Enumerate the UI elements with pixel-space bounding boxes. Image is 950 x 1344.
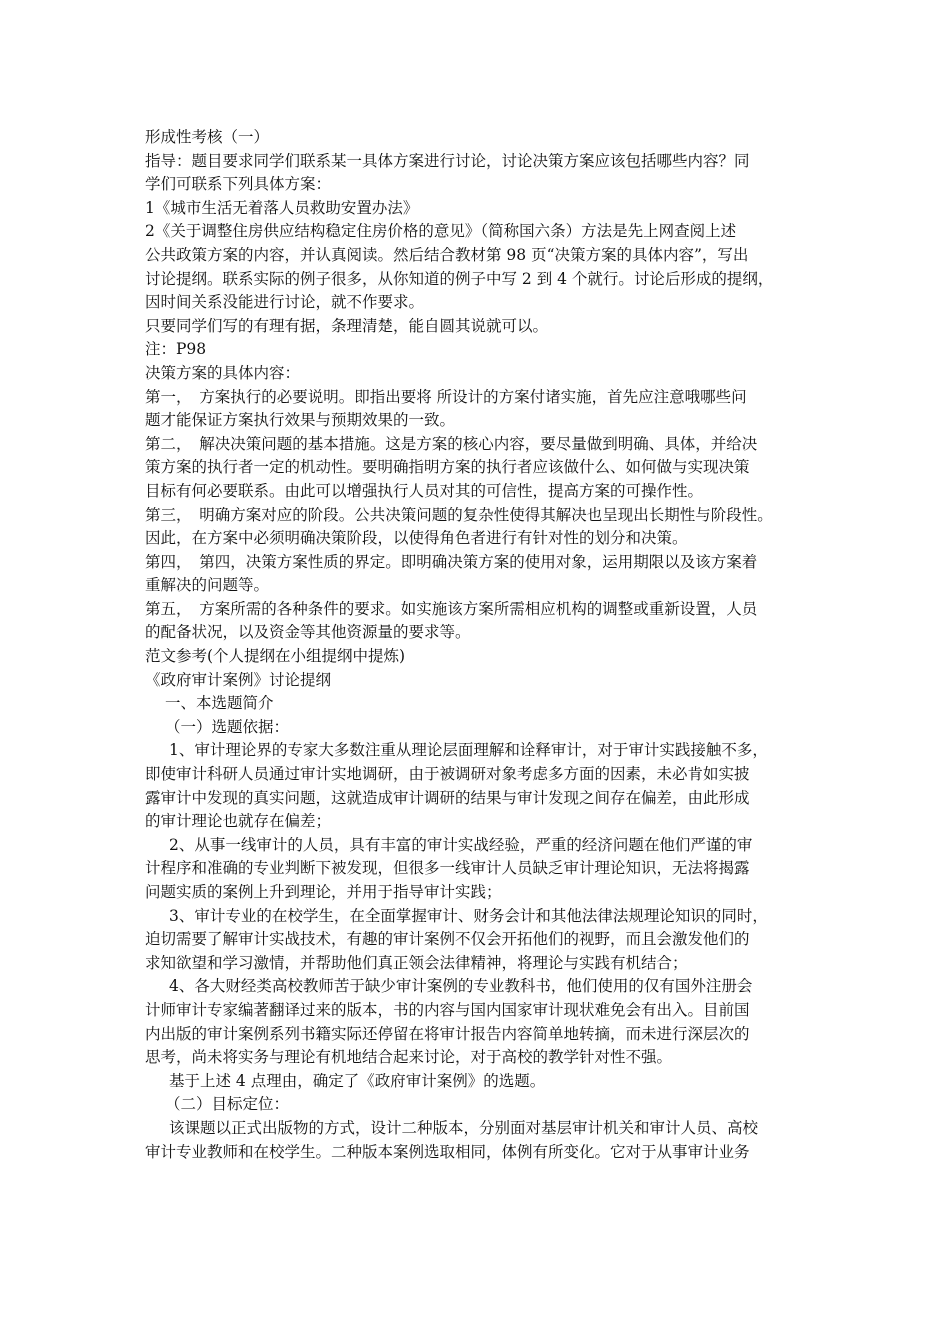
text-line: 问题实质的案例上升到理论，并用于指导审计实践； bbox=[145, 883, 502, 901]
document-page bbox=[145, 126, 817, 1164]
text-line: 第三， 明确方案对应的阶段。公共决策问题的复杂性使得其解决也呈现出长期性与阶段性。 bbox=[145, 505, 773, 524]
text-line: 即使审计科研人员通过审计实地调研，由于被调研对象考虑多方面的因素，未必肯如实披 bbox=[145, 765, 750, 784]
doc-title: 形成性考核（一） bbox=[145, 128, 270, 146]
text-line: 1、审计理论界的专家大多数注重从理论层面理解和诠释审计，对于审计实践接触不多， bbox=[169, 741, 768, 760]
text-line: 因此，在方案中必须明确决策阶段，以使得角色者进行有针对性的划分和决策。 bbox=[145, 529, 688, 548]
text-line: 2、从事一线审计的人员，具有丰富的审计实战经验，严重的经济问题在他们严谨的审 bbox=[169, 835, 753, 854]
text-line: 2《关于调整住房供应结构稳定住房价格的意见》（简称国六条）方法是先上网查阅上述 bbox=[145, 222, 737, 241]
text-line: 基于上述 4 点理由，确定了《政府审计案例》的选题。 bbox=[169, 1071, 546, 1090]
text-line: 迫切需要了解审计实战技术，有趣的审计案例不仅会开拓他们的视野，而且会激发他们的 bbox=[145, 930, 750, 949]
text-line: 计程序和准确的专业判断下被发现，但很多一线审计人员缺乏审计理论知识，无法将揭露 bbox=[145, 859, 750, 878]
text-line: 思考，尚未将实务与理论有机地结合起来讨论，对于高校的教学针对性不强。 bbox=[145, 1048, 673, 1067]
text-line: 公共政策方案的内容，并认真阅读。然后结合教材第 98 页“决策方案的具体内容”，写出 bbox=[145, 245, 749, 264]
text-line: 3、审计专业的在校学生，在全面掌握审计、财务会计和其他法律法规理论知识的同时， bbox=[169, 906, 768, 925]
text-line: 第四， 第四，决策方案性质的界定。即明确决策方案的使用对象，运用期限以及该方案着 bbox=[145, 552, 758, 571]
text-line: 学们可联系下列具体方案： bbox=[145, 175, 332, 194]
text-line: 内出版的审计案例系列书籍实际还停留在将审计报告内容简单地转摘，而未进行深层次的 bbox=[145, 1024, 750, 1043]
heading-line: 一、本选题简介 bbox=[165, 694, 274, 713]
text-line: 审计专业教师和在校学生。二种版本案例选取相同，体例有所变化。它对于从事审计业务 bbox=[145, 1142, 750, 1161]
text-line: 注：P98 bbox=[145, 340, 207, 359]
section-title: 《政府审计案例》讨论提纲 bbox=[145, 670, 332, 689]
text-line: 决策方案的具体内容： bbox=[145, 363, 301, 382]
text-line: 只要同学们写的有理有据，条理清楚，能自圆其说就可以。 bbox=[145, 316, 549, 335]
text-line: 因时间关系没能进行讨论，就不作要求。 bbox=[145, 293, 425, 312]
heading-line: （二）目标定位： bbox=[165, 1095, 290, 1114]
text-line: 1《城市生活无着落人员救助安置办法》 bbox=[145, 198, 419, 217]
text-line: 露审计中发现的真实问题，这就造成审计调研的结果与审计发现之间存在偏差，由此形成 bbox=[145, 788, 750, 807]
text-line: 该课题以正式出版物的方式，设计二种版本，分别面对基层审计机关和审计人员、高校 bbox=[169, 1118, 759, 1137]
text-line: 第五， 方案所需的各种条件的要求。如实施该方案所需相应机构的调整或重新设置，人员 bbox=[145, 599, 758, 618]
text-line: 4、各大财经类高校教师苦于缺少审计案例的专业教科书，他们使用的仅有国外注册会 bbox=[169, 977, 753, 996]
text-line: 范文参考(个人提纲在小组提纲中提炼) bbox=[145, 647, 406, 666]
text-line: 题才能保证方案执行效果与预期效果的一致。 bbox=[145, 411, 456, 430]
text-line: 的审计理论也就存在偏差； bbox=[145, 812, 332, 831]
text-line: 第二， 解决决策问题的基本措施。这是方案的核心内容，要尽量做到明确、具体，并给决 bbox=[145, 434, 758, 453]
heading-line: （一）选题依据： bbox=[165, 717, 290, 736]
text-line: 重解决的问题等。 bbox=[145, 576, 270, 595]
text-line: 第一， 方案执行的必要说明。即指出要将 所设计的方案付诸实施，首先应注意哦哪些问 bbox=[145, 387, 747, 406]
text-line: 目标有何必要联系。由此可以增强执行人员对其的可信性，提高方案的可操作性。 bbox=[145, 481, 704, 500]
text-line: 策方案的执行者一定的机动性。要明确指明方案的执行者应该做什么、如何做与实现决策 bbox=[145, 458, 750, 477]
text-line: 计师审计专家编著翻译过来的版本，书的内容与国内国家审计现状难免会有出入。目前国 bbox=[145, 1000, 750, 1019]
text-line: 的配备状况，以及资金等其他资源量的要求等。 bbox=[145, 623, 471, 642]
text-line: 讨论提纲。联系实际的例子很多，从你知道的例子中写 2 到 4 个就行。讨论后形成的提纲， bbox=[145, 269, 774, 288]
text-line: 求知欲望和学习激情，并帮助他们真正领会法律精神，将理论与实践有机结合； bbox=[145, 953, 688, 972]
text-line: 指导：题目要求同学们联系某一具体方案进行讨论，讨论决策方案应该包括哪些内容？同 bbox=[145, 151, 750, 170]
